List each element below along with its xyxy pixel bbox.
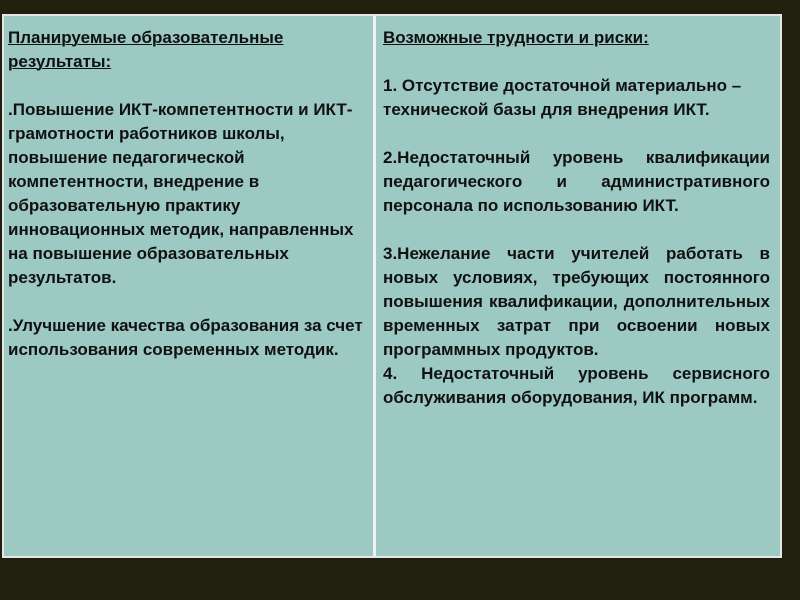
risk-item-2: 2.Недостаточный уровень квалификации педагогического и административного персонала по использованию ИКТ. <box>383 148 770 215</box>
spacer <box>383 122 770 146</box>
spacer <box>8 74 365 98</box>
planned-result-item-1: .Повышение ИКТ-компетентности и ИКТ-грамотности работников школы, повышение педагогической компетентности, внедрение в образовательную практику инновационных методик, направленных на повышение образовательных результатов. <box>8 100 354 287</box>
spacer <box>8 290 365 314</box>
two-column-table <box>2 14 782 558</box>
planned-results-heading: Планируемые образовательные результаты: <box>8 28 284 71</box>
risks-heading: Возможные трудности и риски: <box>383 28 649 47</box>
spacer <box>383 50 770 74</box>
spacer <box>383 218 770 242</box>
planned-results-column <box>4 16 376 556</box>
risk-item-4: 4. Недостаточный уровень сервисного обслуживания оборудования, ИК программ. <box>383 364 770 407</box>
planned-result-item-2: .Улучшение качества образования за счет использования современных методик. <box>8 316 363 359</box>
risk-item-3: 3.Нежелание части учителей работать в новых условиях, требующих постоянного повышения квалификации, дополнительных временных затрат при освоении новых программных продуктов. <box>383 244 770 359</box>
risk-item-1: 1. Отсутствие достаточной материально – технической базы для внедрения ИКТ. <box>383 76 742 119</box>
risks-column <box>376 16 780 556</box>
